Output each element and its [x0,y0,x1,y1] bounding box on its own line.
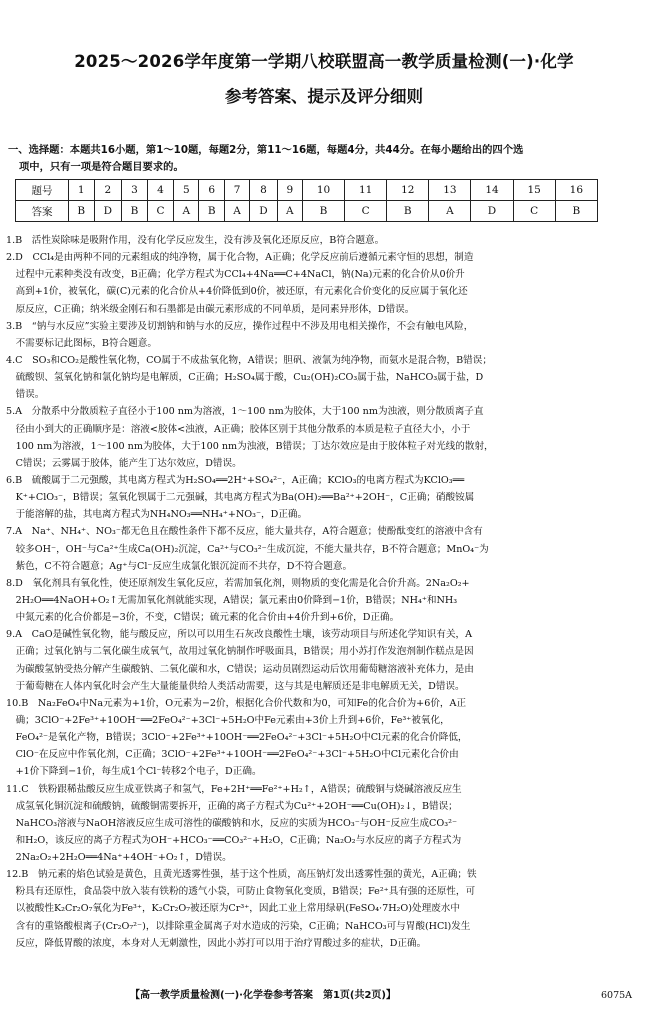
explanation-line: 和H₂O，该反应的离子方程式为OH⁻+HCO₃⁻══CO₃²⁻+H₂O，C正确；Na₂O₂与水反应的离子方程式为 [6,834,462,846]
table-cell: A [277,201,302,222]
explanation-line: 以被酸性K₂Cr₂O₇氧化为Fe³⁺，K₂Cr₂O₇被还原为Cr³⁺，因此工业上常用绿矾(FeSO₄·7H₂O)处理废水中 [6,903,460,915]
table-cell: C [345,201,387,222]
table-cell: B [199,201,225,222]
table-cell: 14 [471,180,513,201]
table-cell: 12 [387,180,429,201]
explanation-line: 11.C 铁粉跟稀盐酸反应生成亚铁离子和氢气，Fe+2H⁺══Fe²⁺+H₂↑，A错误；硫酸铜与烧碱溶液反应生 [6,783,462,795]
table-cell: 3 [122,180,148,201]
explanation-line: 3.B “钠与水反应”实验主要涉及切割钠和钠与水的反应，操作过程中不涉及用电相关操作，不会有触电风险， [6,320,474,332]
table-cell: B [302,201,344,222]
answer-explanation [6,695,640,781]
table-cell: A [224,201,249,222]
table-cell: 16 [555,180,597,201]
page-title: 2025～2026学年度第一学期八校联盟高一教学质量检测(一)·化学 [74,52,574,71]
table-cell: 4 [147,180,174,201]
explanation-line: 7.A Na⁺、NH₄⁺、NO₃⁻都无色且在酸性条件下都不反应，能大量共存，A符合题意；使酚酞变红的溶液中含有 [6,526,483,538]
table-row-answers [16,201,598,222]
explanation-line: 8.D 氧化剂具有氧化性，使还原剂发生氧化反应，若需加氧化剂，则物质的变化需是化合价升高。2Na₂O₂+ [6,577,470,589]
answer-explanation [6,523,640,574]
table-cell: D [250,201,278,222]
explanation-line: 6.B 硫酸属于二元强酸，其电离方程式为H₂SO₄══2H⁺+SO₄²⁻，A正确；KClO₃的电离方程式为KClO₃══ [6,474,465,486]
answer-explanation [6,249,640,318]
table-cell: B [69,201,95,222]
explanation-line: 100 nm为溶液，1～100 nm为胶体，大于100 nm为浊液，B错误；丁达尔效应是由于胶体粒子对光线的散射， [6,440,494,452]
explanation-line: 过程中元素种类没有改变，B正确；化学方程式为CCl₄+4Na══C+4NaCl，钠(Na)元素的化合价从0价升 [6,269,465,281]
explanation-line: 硫酸钡、氢氧化钠和氯化钠均是电解质，C正确；H₂SO₄属于酸，Cu₂(OH)₂CO₃属于盐，NaHCO₃属于盐，D [6,372,484,384]
table-cell: B [555,201,597,222]
explanation-line: 不需要标记此图标，B符合题意。 [6,337,157,349]
explanation-line: FeO₄²⁻是氧化产物，B错误；3ClO⁻+2Fe³⁺+10OH⁻══2FeO₄²⁻+3Cl⁻+5H₂O中Cl元素的化合价降低， [6,732,468,744]
explanation-line: 正确；过氧化钠与二氧化碳生成氧气，故用过氧化钠制作呼吸面具，B错误；用小苏打作发泡剂制作糕点是因 [6,646,474,658]
table-cell: 1 [69,180,95,201]
row-label-number: 题号 [16,180,69,201]
table-row-numbers [16,180,598,201]
table-cell: 9 [277,180,302,201]
explanation-line: C错误；云雾属于胶体，能产生丁达尔效应，D错误。 [6,457,242,469]
answer-explanation [6,352,640,403]
table-cell: 15 [513,180,555,201]
table-cell: 11 [345,180,387,201]
answer-explanation [6,781,640,867]
explanation-line: +1价下降到−1价，每生成1个Cl⁻转移2个电子，D正确。 [6,766,262,778]
explanation-line: 于葡萄糖在人体内氧化时会产生大量能量供给人类活动需要，这与其是电解质还是非电解质无关，D错误。 [6,680,465,692]
explanation-line: 5.A 分散系中分散质粒子直径小于100 nm为溶液，1～100 nm为胶体，大于100 nm为浊液，则分散质离子直 [6,406,484,418]
footer-text: 【高一教学质量检测(一)·化学卷参考答案 第1页(共2页)】 [130,990,396,1001]
page-subtitle: 参考答案、提示及评分细则 [225,87,423,106]
explanation-line: 9.A CaO是碱性氧化物，能与酸反应，所以可以用生石灰改良酸性土壤，该劳动项目与所述化学知识有关，A [6,629,473,641]
answer-table [15,179,598,222]
table-cell: 8 [250,180,278,201]
explanation-line: K⁺+ClO₃⁻，B错误；氢氧化钡属于二元强碱，其电离方程式为Ba(OH)₂══Ba²⁺+2OH⁻，C正确；硝酸铵属 [6,492,475,504]
explanation-line: 于能溶解的盐，其电离方程式为NH₄NO₃══NH₄⁺+NO₃⁻，D正确。 [6,509,308,521]
table-cell: 5 [174,180,199,201]
explanation-line: 12.B 钠元素的焰色试验是黄色，且黄光透雾性强，基于这个性质，高压钠灯发出透雾性强的黄光，A正确；铁 [6,869,477,881]
explanation-line: 高到+1价，被氧化，碳(C)元素的化合价从+4价降低到0价，被还原，有元素化合价变化的反应属于氧化还 [6,286,468,298]
answer-explanation [6,232,640,249]
explanation-line: 原反应，C正确；纳米级金刚石和石墨都是由碳元素形成的不同单质，是同素异形体，D错误。 [6,303,415,315]
table-cell: 6 [199,180,225,201]
answer-explanation [6,318,640,352]
explanation-line: ClO⁻在反应中作氧化剂，C正确；3ClO⁻+2Fe³⁺+10OH⁻══2FeO₄²⁻+3Cl⁻+5H₂O中Cl元素化合价由 [6,749,459,761]
row-label-answer: 答案 [16,201,69,222]
explanation-line: 成氢氧化铜沉淀和硫酸钠，硫酸铜需要拆开，正确的离子方程式为Cu²⁺+2OH⁻══Cu(OH)₂↓，B错误； [6,800,458,812]
explanation-line: NaHCO₃溶液与NaOH溶液反应生成可溶性的碳酸钠和水，反应的实质为HCO₃⁻与OH⁻反应生成CO₃²⁻ [6,817,458,829]
explanation-line: 4.C SO₃和CO₂是酸性氧化物，CO属于不成盐氧化物，A错误；胆矾、液氯为纯净物，而氨水是混合物，B错误； [6,354,492,366]
explanation-line: 2H₂O══4NaOH+O₂↑无需加氧化剂就能实现，A错误；氯元素由0价降到−1价，B错误；NH₄⁺和NH₃ [6,594,458,606]
table-cell: A [174,201,199,222]
explanation-line: 径由小到大的正确顺序是：溶液<胶体<浊液，A正确；胶体区别于其他分散系的本质是粒子直径大小，小于 [6,423,471,435]
explanation-line: 确；3ClO⁻+2Fe³⁺+10OH⁻══2FeO₄²⁻+3Cl⁻+5H₂O中Fe元素由+3价上升到+6价，Fe³⁺被氧化， [6,714,450,726]
table-cell: A [429,201,471,222]
explanation-line: 2.D CCl₄是由两种不同的元素组成的纯净物，属于化合物，A正确；化学反应前后遵循元素守恒的思想，制造 [6,252,474,264]
answer-explanation [6,626,640,695]
table-cell: D [94,201,122,222]
answer-explanation [6,575,640,626]
explanation-line: 1.B 活性炭除味是吸附作用，没有化学反应发生，没有涉及氧化还原反应，B符合题意。 [6,235,385,246]
explanation-line: 粉具有还原性，食品袋中放入装有铁粉的透气小袋，可防止食物氧化变质，B错误；Fe²⁺具有强的还原性，可 [6,886,476,898]
table-cell: C [147,201,174,222]
answer-explanation [6,403,640,472]
answer-explanation [6,472,640,523]
explanation-line: 较多OH⁻，OH⁻与Ca²⁺生成Ca(OH)₂沉淀，Ca²⁺与CO₃²⁻生成沉淀，不能大量共存，B不符合题意；MnO₄⁻为 [6,543,489,555]
table-cell: C [513,201,555,222]
explanation-line: 紫色，C不符合题意；Ag⁺与Cl⁻反应生成氯化银沉淀而不共存，D不符合题意。 [6,560,353,572]
table-cell: 2 [94,180,122,201]
explanations [6,232,640,952]
section-line-1: 一、选择题：本题共16小题，第1～10题，每题2分，第11～16题，每题4分，共44分。在每小题给出的四个选 [8,144,524,156]
explanation-line: 错误。 [6,389,45,401]
section-instructions [8,142,638,175]
explanation-line: 中氮元素的化合价都是−3价，不变，C错误；硫元素的化合价由+4价升到+6价，D正确。 [6,612,400,624]
explanation-line: 含有的重铬酸根离子(Cr₂O₇²⁻)，以排除重金属离子对水造成的污染，C正确；NaHCO₃可与胃酸(HCl)发生 [6,920,471,932]
table-cell: B [122,201,148,222]
section-line-2: 项中，只有一项是符合题目要求的。 [19,160,184,173]
table-cell: B [387,201,429,222]
explanation-line: 2Na₂O₂+2H₂O══4Na⁺+4OH⁻+O₂↑，D错误。 [6,852,232,864]
table-cell: 10 [302,180,344,201]
table-cell: D [471,201,513,222]
explanation-line: 为碳酸氢钠受热分解产生碳酸钠、二氧化碳和水，C错误；运动员剧烈运动后饮用葡萄糖溶液补充体力，是由 [6,663,474,675]
explanation-line: 10.B Na₂FeO₄中Na元素为+1价，O元素为−2价，根据化合价代数和为0，可知Fe的化合价为+6价，A正 [6,697,467,709]
explanation-line: 反应，降低胃酸的浓度，本身对人无刺激性，因此小苏打可以用于治疗胃酸过多的症状，D正确。 [6,937,427,949]
footer-code: 6075A [601,990,633,1001]
table-cell: 13 [429,180,471,201]
answer-explanation [6,866,640,952]
table-cell: 7 [224,180,249,201]
